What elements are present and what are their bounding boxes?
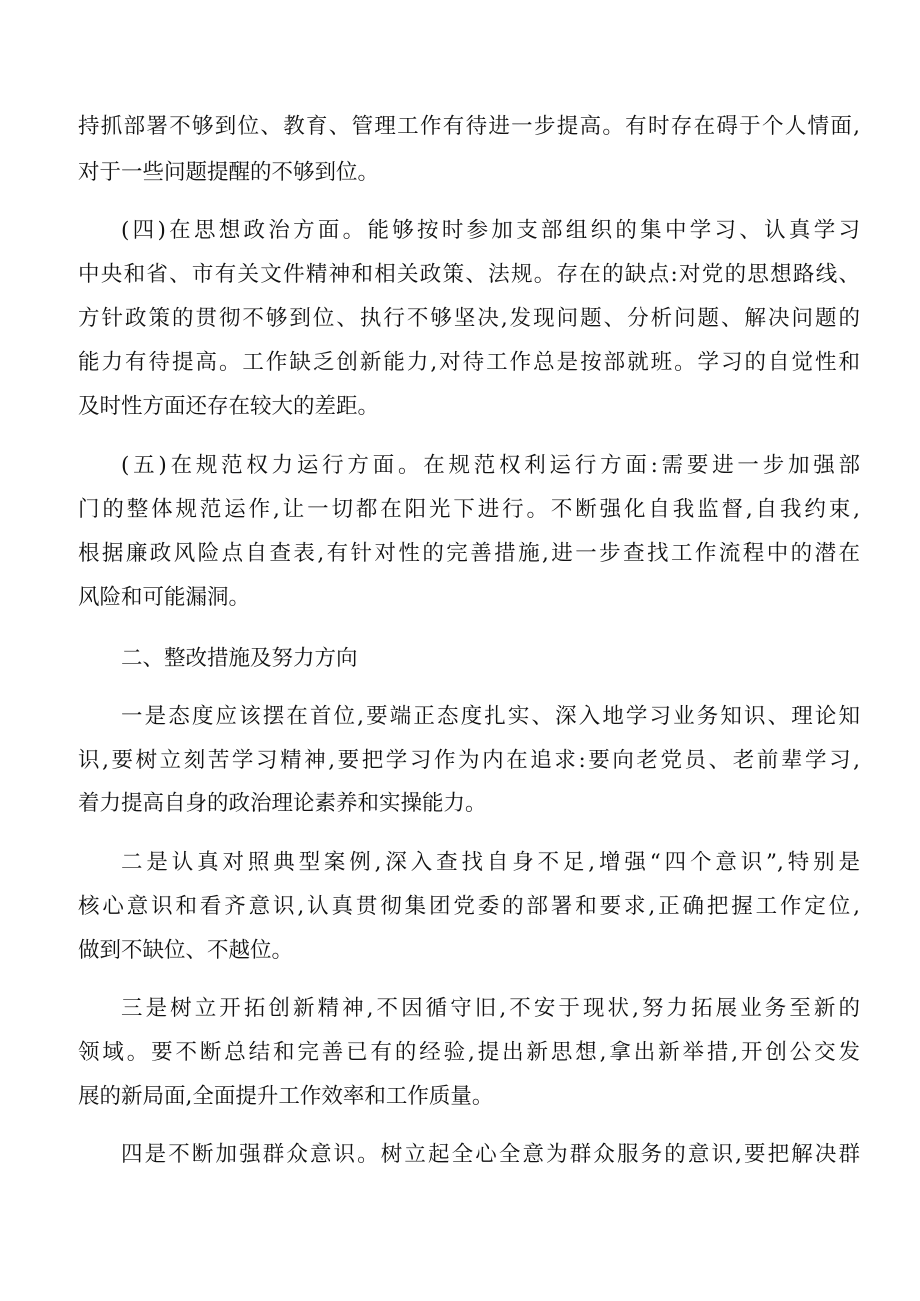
paragraph-start-line: (五)在规范权力运行方面。在规范权利运行方面:需要进一步加强部 (121, 453, 860, 478)
text-line: 着力提高自身的政治理论素养和实操能力。 (78, 791, 487, 816)
text-line: 门的整体规范运作,让一切都在阳光下进行。不断强化自我监督,自我约束, (78, 497, 860, 522)
text-line: 对于一些问题提醒的不够到位。 (78, 160, 380, 185)
text-line: 展的新局面,全面提升工作效率和工作质量。 (78, 1084, 494, 1109)
text-line: 根据廉政风险点自查表,有针对性的完善措施,进一步查找工作流程中的潜在 (78, 541, 860, 566)
paragraph-start-line: 三是树立开拓创新精神,不因循守旧,不安于现状,努力拓展业务至新的 (121, 996, 860, 1021)
text-line: 做到不缺位、不越位。 (78, 938, 294, 963)
text-line: 能力有待提高。工作缺乏创新能力,对待工作总是按部就班。学习的自觉性和 (78, 350, 860, 375)
section-heading: 二、整改措施及努力方向 (121, 646, 358, 671)
text-line: 识,要树立刻苦学习精神,要把学习作为内在追求:要向老党员、老前辈学习, (78, 748, 860, 773)
text-line: 方针政策的贯彻不够到位、执行不够坚决,发现问题、分析问题、解决问题的 (78, 306, 860, 331)
paragraph-start-line: 四是不断加强群众意识。树立起全心全意为群众服务的意识,要把解决群 (121, 1142, 860, 1167)
text-line: 中央和省、市有关文件精神和相关政策、法规。存在的缺点:对党的思想路线、 (78, 262, 860, 287)
text-line: 核心意识和看齐意识,认真贯彻集团党委的部署和要求,正确把握工作定位, (78, 894, 860, 919)
text-line: 领域。要不断总结和完善已有的经验,提出新思想,拿出新举措,开创公交发 (78, 1040, 860, 1065)
text-line: 及时性方面还存在较大的差距。 (78, 394, 380, 419)
paragraph-start-line: (四)在思想政治方面。能够按时参加支部组织的集中学习、认真学习 (121, 218, 860, 243)
paragraph-start-line: 二是认真对照典型案例,深入查找自身不足,增强“四个意识”,特别是 (121, 850, 860, 875)
paragraph-start-line: 一是态度应该摆在首位,要端正态度扎实、深入地学习业务知识、理论知 (121, 704, 860, 729)
text-line: 风险和可能漏洞。 (78, 585, 251, 610)
text-line: 持抓部署不够到位、教育、管理工作有待进一步提高。有时存在碍于个人情面, (78, 114, 860, 139)
